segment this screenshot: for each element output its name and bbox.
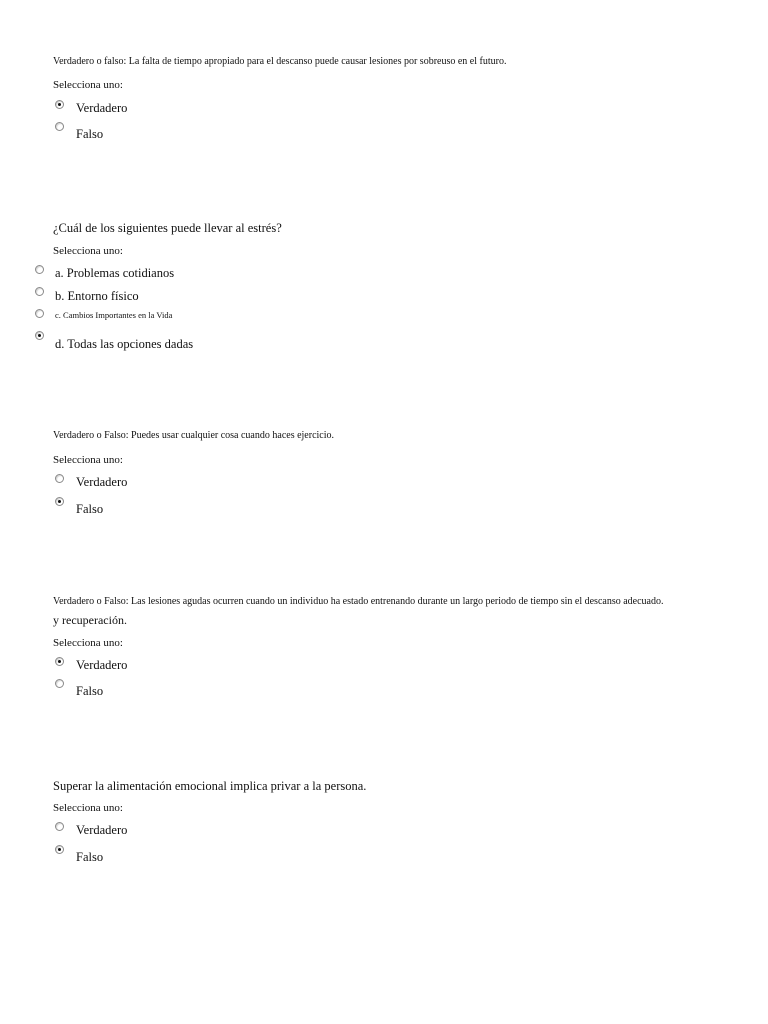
question-2-select-label: Selecciona uno: [53,245,123,257]
question-2-text: ¿Cuál de los siguientes puede llevar al estrés? [53,221,282,235]
question-1-option-2-label[interactable]: Falso [76,127,104,141]
question-3-option-2-radio[interactable] [55,497,64,506]
question-5-option-2-radio[interactable] [55,845,64,854]
question-4-text-continued: y recuperación. [53,613,127,627]
question-5-option-1-label[interactable]: Verdadero [76,823,128,837]
question-2-option-b-label[interactable]: b. Entorno físico [55,289,139,303]
question-2-option-b-radio[interactable] [35,287,44,296]
question-2-option-a-label[interactable]: a. Problemas cotidianos [55,266,175,280]
question-4-option-1-radio[interactable] [55,657,64,666]
question-2-option-d-label[interactable]: d. Todas las opciones dadas [55,337,194,351]
question-1-option-1-radio[interactable] [55,100,64,109]
question-1-option-2-radio[interactable] [55,122,64,131]
question-4-option-2-label[interactable]: Falso [76,684,104,698]
question-1-text: Verdadero o falso: La falta de tiempo apropiado para el descanso puede causar lesiones por sobreuso en el futuro. [53,56,507,67]
question-3-select-label: Selecciona uno: [53,454,123,466]
question-5-select-label: Selecciona uno: [53,802,123,814]
question-5-option-1-radio[interactable] [55,822,64,831]
question-5-text: Superar la alimentación emocional implica privar a la persona. [53,779,367,793]
question-2-option-d-radio[interactable] [35,331,44,340]
question-2-option-c-radio[interactable] [35,309,44,318]
question-4-option-2-radio[interactable] [55,679,64,688]
question-2-option-a-radio[interactable] [35,265,44,274]
question-3-text: Verdadero o Falso: Puedes usar cualquier cosa cuando haces ejercicio. [53,430,335,441]
question-5-option-2-label[interactable]: Falso [76,850,104,864]
question-4-text: Verdadero o Falso: Las lesiones agudas ocurren cuando un individuo ha estado entrenando durante un largo periodo de tiempo sin el descanso adecuado. [53,596,664,607]
question-1-option-1-label[interactable]: Verdadero [76,101,128,115]
question-4-option-1-label[interactable]: Verdadero [76,658,128,672]
question-4-select-label: Selecciona uno: [53,637,123,649]
question-1-select-label: Selecciona uno: [53,79,123,91]
question-3-option-1-label[interactable]: Verdadero [76,475,128,489]
question-3-option-1-radio[interactable] [55,474,64,483]
question-2-option-c-label[interactable]: c. Cambios Importantes en la Vida [55,310,173,320]
question-3-option-2-label[interactable]: Falso [76,502,104,516]
